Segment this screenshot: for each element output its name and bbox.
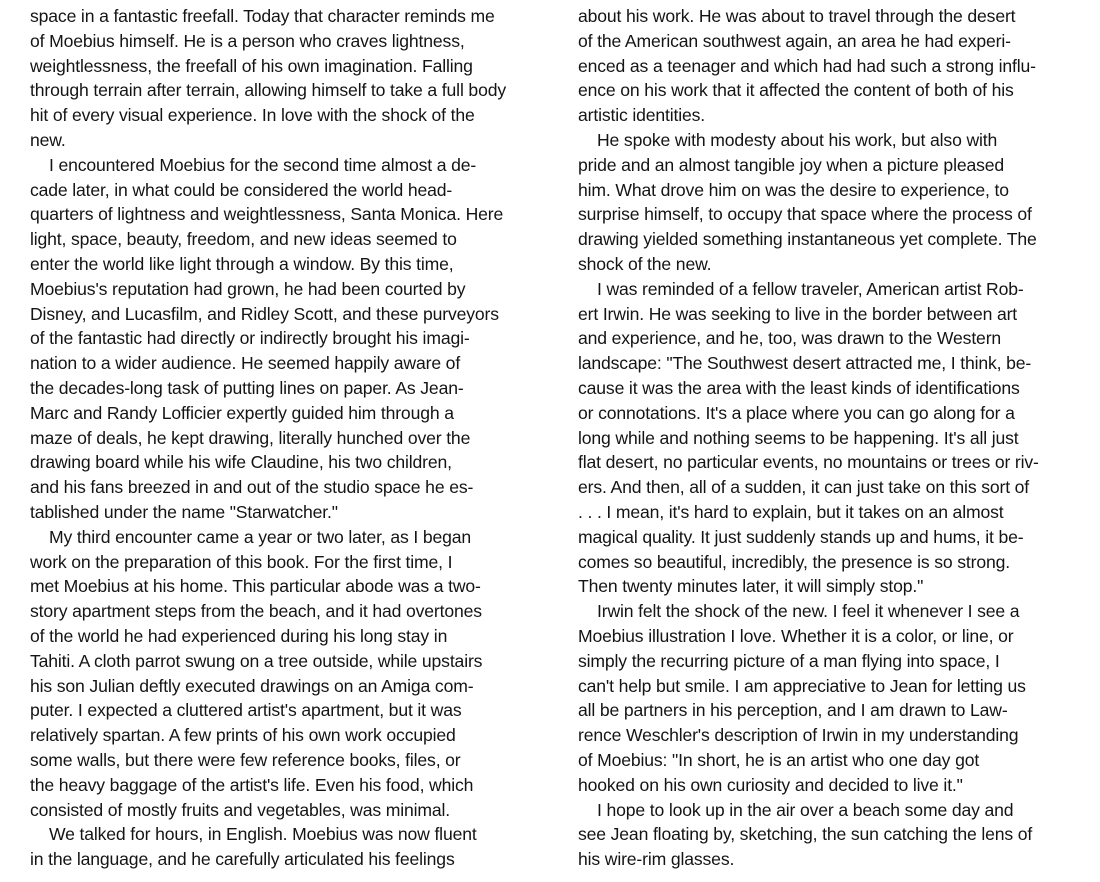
text-line: My third encounter came a year or two later, as I began	[49, 526, 472, 547]
right-text-column	[578, 4, 1070, 872]
text-line: consisted of mostly fruits and vegetables, was minimal.	[30, 799, 451, 820]
paragraph	[578, 798, 1070, 872]
text-line: magical quality. It just suddenly stands up and hums, it be-	[578, 526, 1024, 547]
text-line: in the language, and he carefully articulated his feelings	[30, 849, 455, 870]
text-line: I was reminded of a fellow traveler, American artist Rob-	[597, 278, 1024, 299]
text-line: Disney, and Lucasfilm, and Ridley Scott, and these purveyors	[30, 303, 499, 324]
text-line: Tahiti. A cloth parrot swung on a tree outside, while upstairs	[30, 650, 483, 671]
paragraph	[30, 4, 530, 153]
text-line: of the world he had experienced during his long stay in	[30, 625, 448, 646]
text-line: nation to a wider audience. He seemed happily aware of	[30, 353, 461, 374]
text-line: artistic identities.	[578, 105, 706, 126]
text-line: see Jean floating by, sketching, the sun catching the lens of	[578, 824, 1033, 845]
text-line: and his fans breezed in and out of the studio space he es-	[30, 477, 474, 498]
paragraph	[578, 4, 1070, 128]
text-line: his son Julian deftly executed drawings on an Amiga com-	[30, 675, 474, 696]
text-line: Irwin felt the shock of the new. I feel it whenever I see a	[597, 601, 1020, 622]
text-line: cade later, in what could be considered the world head-	[30, 179, 453, 200]
text-line: ert Irwin. He was seeking to live in the border between art	[578, 303, 1018, 324]
left-text-column	[30, 4, 530, 872]
text-line: pride and an almost tangible joy when a picture pleased	[578, 154, 1005, 175]
text-line: Moebius's reputation had grown, he had been courted by	[30, 278, 466, 299]
text-line: landscape: "The Southwest desert attracted me, I think, be-	[578, 353, 1032, 374]
text-line: comes so beautiful, incredibly, the presence is so strong.	[578, 551, 1011, 572]
text-line: space in a fantastic freefall. Today that character reminds me	[30, 6, 495, 26]
text-line: drawing yielded something instantaneous yet complete. The	[578, 229, 1037, 250]
paragraph	[30, 153, 530, 525]
paragraph	[578, 128, 1070, 277]
paragraph	[30, 525, 530, 823]
text-line: new.	[30, 129, 66, 150]
text-line: Marc and Randy Lofficier expertly guided him through a	[30, 402, 454, 423]
text-line: I hope to look up in the air over a beach some day and	[597, 799, 1014, 820]
text-line: Moebius illustration I love. Whether it is a color, or line, or	[578, 625, 1014, 646]
text-line: ence on his work that it affected the content of both of his	[578, 80, 1014, 101]
text-line: weightlessness, the freefall of his own imagination. Falling	[30, 55, 473, 76]
text-line: He spoke with modesty about his work, but also with	[597, 129, 998, 150]
text-line: hit of every visual experience. In love with the shock of the	[30, 105, 475, 126]
text-line: enter the world like light through a window. By this time,	[30, 253, 454, 274]
text-line: and experience, and he, too, was drawn to the Western	[578, 328, 1002, 349]
text-line: shock of the new.	[578, 253, 712, 274]
text-line: quarters of lightness and weightlessness, Santa Monica. Here	[30, 204, 504, 225]
text-line: about his work. He was about to travel through the desert	[578, 6, 1016, 26]
text-line: rence Weschler's description of Irwin in my understanding	[578, 725, 1019, 746]
paragraph	[578, 277, 1070, 599]
text-line: some walls, but there were few reference books, files, or	[30, 749, 461, 770]
text-line: simply the recurring picture of a man flying into space, I	[578, 650, 1000, 671]
text-line: flat desert, no particular events, no mountains or trees or riv-	[578, 452, 1039, 473]
text-line: the decades-long task of putting lines on paper. As Jean-	[30, 377, 464, 398]
text-line: through terrain after terrain, allowing himself to take a full body	[30, 80, 506, 101]
text-line: enced as a teenager and which had had such a strong influ-	[578, 55, 1036, 76]
text-line: tablished under the name "Starwatcher."	[30, 501, 338, 522]
text-line: I encountered Moebius for the second time almost a de-	[49, 154, 477, 175]
text-line: hooked on his own curiosity and decided to live it."	[578, 774, 963, 795]
paragraph	[578, 599, 1070, 797]
text-line: drawing board while his wife Claudine, his two children,	[30, 452, 452, 473]
text-line: of the fantastic had directly or indirectly brought his imagi-	[30, 328, 470, 349]
text-line: or connotations. It's a place where you can go along for a	[578, 402, 1015, 423]
text-line: light, space, beauty, freedom, and new ideas seemed to	[30, 229, 457, 250]
text-line: can't help but smile. I am appreciative to Jean for letting us	[578, 675, 1026, 696]
text-line: of Moebius himself. He is a person who craves lightness,	[30, 30, 465, 51]
text-line: We talked for hours, in English. Moebius was now fluent	[49, 824, 477, 845]
text-line: of Moebius: "In short, he is an artist who one day got	[578, 749, 980, 770]
text-line: . . . I mean, it's hard to explain, but it takes on an almost	[578, 501, 1004, 522]
text-line: the heavy baggage of the artist's life. Even his food, which	[30, 774, 474, 795]
text-line: story apartment steps from the beach, and it had overtones	[30, 601, 482, 622]
text-line: work on the preparation of this book. For the first time, I	[30, 551, 453, 572]
text-line: maze of deals, he kept drawing, literally hunched over the	[30, 427, 471, 448]
paragraph	[30, 822, 530, 872]
text-line: his wire-rim glasses.	[578, 849, 735, 870]
text-line: ers. And then, all of a sudden, it can just take on this sort of	[578, 477, 1030, 498]
text-line: puter. I expected a cluttered artist's apartment, but it was	[30, 700, 462, 721]
text-line: all be partners in his perception, and I am drawn to Law-	[578, 700, 1008, 721]
text-line: him. What drove him on was the desire to experience, to	[578, 179, 1009, 200]
text-line: surprise himself, to occupy that space where the process of	[578, 204, 1032, 225]
text-line: long while and nothing seems to be happening. It's all just	[578, 427, 1019, 448]
text-line: of the American southwest again, an area he had experi-	[578, 30, 1011, 51]
text-line: met Moebius at his home. This particular abode was a two-	[30, 576, 481, 597]
text-line: relatively spartan. A few prints of his own work occupied	[30, 725, 456, 746]
text-line: cause it was the area with the least kinds of identifications	[578, 377, 1020, 398]
text-line: Then twenty minutes later, it will simply stop."	[578, 576, 924, 597]
